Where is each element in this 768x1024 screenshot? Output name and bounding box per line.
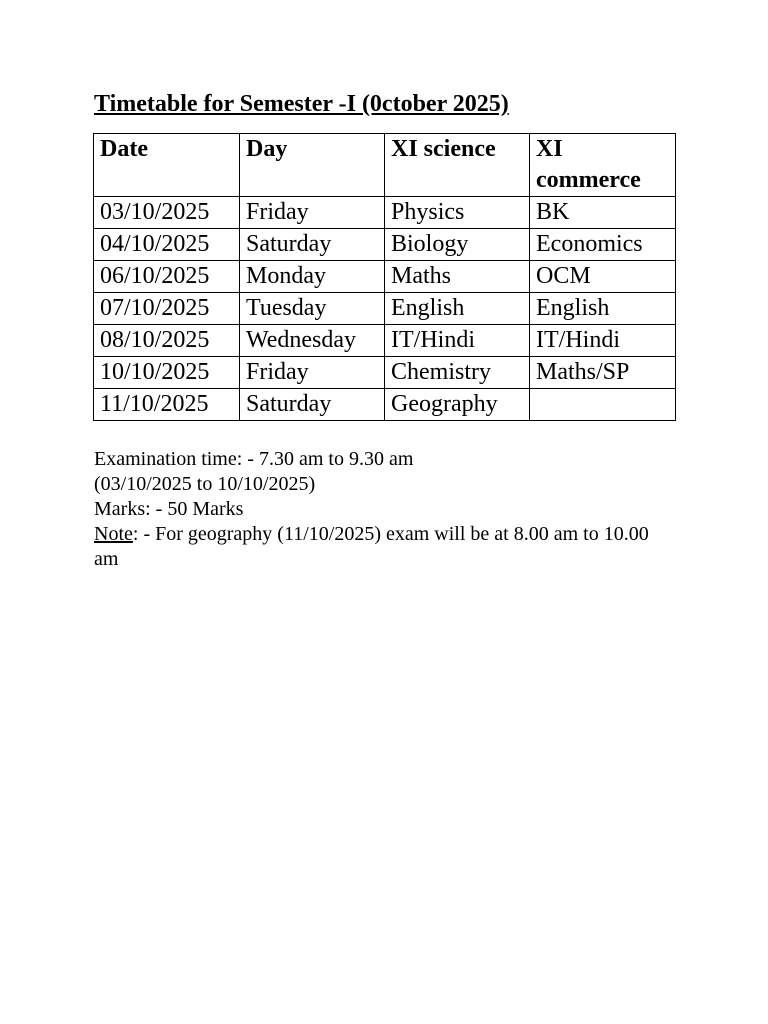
cell-xi-commerce: [530, 389, 676, 421]
exam-notes: [94, 447, 674, 572]
table-row: [94, 325, 676, 357]
header-date: Date: [94, 134, 240, 197]
timetable: [93, 133, 676, 421]
exam-time-line: Examination time: - 7.30 am to 9.30 am: [94, 448, 414, 470]
cell-xi-commerce: OCM: [530, 261, 676, 293]
header-day: Day: [240, 134, 385, 197]
cell-xi-science: IT/Hindi: [385, 325, 530, 357]
cell-day: Friday: [240, 357, 385, 389]
cell-xi-science: Maths: [385, 261, 530, 293]
table-row: [94, 389, 676, 421]
cell-xi-science: Physics: [385, 197, 530, 229]
cell-day: Friday: [240, 197, 385, 229]
cell-day: Monday: [240, 261, 385, 293]
table-row: [94, 293, 676, 325]
cell-date: 07/10/2025: [94, 293, 240, 325]
cell-date: 10/10/2025: [94, 357, 240, 389]
cell-date: 11/10/2025: [94, 389, 240, 421]
note-label: Note: [94, 523, 133, 545]
note-text: : - For geography (11/10/2025) exam will be at 8.00 am to 10.00 am: [94, 523, 649, 570]
table-header-row: [94, 134, 676, 197]
cell-xi-science: Biology: [385, 229, 530, 261]
cell-xi-commerce: Maths/SP: [530, 357, 676, 389]
cell-xi-science: Chemistry: [385, 357, 530, 389]
cell-day: Tuesday: [240, 293, 385, 325]
table-row: [94, 229, 676, 261]
marks-line: Marks: - 50 Marks: [94, 498, 244, 520]
table-row: [94, 357, 676, 389]
exam-date-range-line: (03/10/2025 to 10/10/2025): [94, 473, 316, 495]
cell-day: Saturday: [240, 229, 385, 261]
cell-day: Saturday: [240, 389, 385, 421]
cell-xi-commerce: English: [530, 293, 676, 325]
cell-date: 06/10/2025: [94, 261, 240, 293]
cell-date: 04/10/2025: [94, 229, 240, 261]
cell-day: Wednesday: [240, 325, 385, 357]
cell-xi-commerce: IT/Hindi: [530, 325, 676, 357]
header-xi-science: XI science: [385, 134, 530, 197]
cell-xi-commerce: Economics: [530, 229, 676, 261]
header-xi-commerce: XI commerce: [530, 134, 676, 197]
table-row: [94, 197, 676, 229]
page-title: Timetable for Semester -I (0ctober 2025): [94, 91, 509, 117]
cell-xi-science: English: [385, 293, 530, 325]
cell-xi-commerce: BK: [530, 197, 676, 229]
table-row: [94, 261, 676, 293]
cell-date: 03/10/2025: [94, 197, 240, 229]
cell-date: 08/10/2025: [94, 325, 240, 357]
cell-xi-science: Geography: [385, 389, 530, 421]
note-line: [94, 522, 674, 572]
